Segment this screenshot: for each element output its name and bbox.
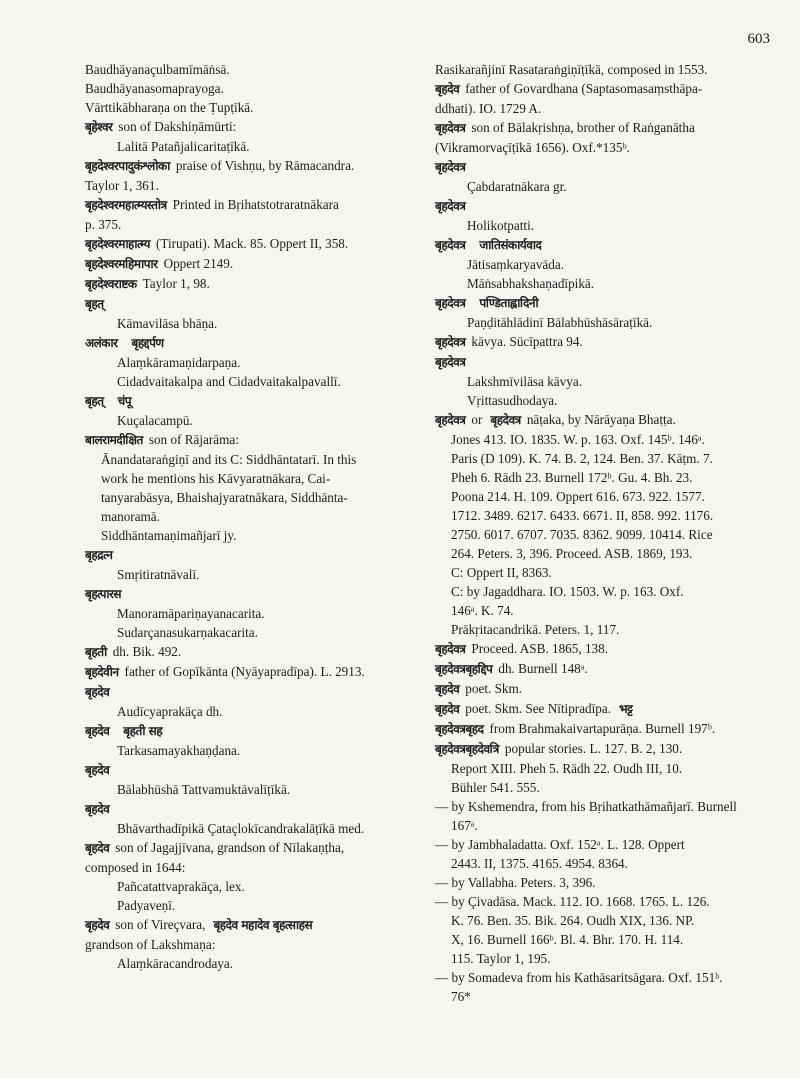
entry-text: grandson of Lakshmaṇa: xyxy=(85,937,216,952)
entry-text: Sudarçanasukarṇakacarita. xyxy=(117,625,258,640)
entry-text: C: Oppert II, 8363. xyxy=(451,565,552,580)
entry-text: manoramā. xyxy=(101,509,160,524)
entry-text: Alaṃkāramaṇidarpaṇa. xyxy=(117,355,241,370)
entry-text: Çabdaratnākara gr. xyxy=(467,179,567,194)
catalog-line xyxy=(435,639,775,659)
entry-text: — by Çivadāsa. Mack. 112. IO. 1668. 1765. L. 126. xyxy=(435,894,710,909)
sanskrit-headword: बृहद्रत्न xyxy=(85,548,113,562)
catalog-line xyxy=(85,604,435,623)
catalog-line xyxy=(85,176,435,195)
sanskrit-headword: जातिसंकार्यवाद xyxy=(479,238,542,252)
catalog-line xyxy=(435,739,775,759)
catalog-line xyxy=(85,215,435,234)
catalog-line xyxy=(435,563,775,582)
entry-text: Vṛittasudhodaya. xyxy=(467,393,558,408)
entry-text: 167ᵃ. xyxy=(451,818,478,833)
catalog-line xyxy=(85,507,435,526)
catalog-line xyxy=(435,235,775,255)
catalog-line xyxy=(85,469,435,488)
catalog-line xyxy=(435,118,775,138)
sanskrit-headword: बृहदेव xyxy=(85,918,110,932)
catalog-line xyxy=(85,858,435,877)
sanskrit-headword: भट्ट xyxy=(619,702,633,716)
entry-text: Pañcatattvaprakāça, lex. xyxy=(117,879,245,894)
sanskrit-headword: चंपू xyxy=(117,394,132,408)
page-number: 603 xyxy=(747,31,770,47)
sanskrit-headword: बृहदेवत्र xyxy=(435,238,466,252)
entry-text: tanyarabāsya, Bhaishajyaratnākara, Siddhānta- xyxy=(101,490,348,505)
entry-text: Printed in Bṛihatstotraratnākara xyxy=(172,197,339,212)
entry-text: p. 375. xyxy=(85,217,122,232)
entry-text: Kuçalacampū. xyxy=(117,413,193,428)
catalog-line xyxy=(85,117,435,137)
catalog-line xyxy=(435,487,775,506)
entry-text: nāṭaka, by Nārāyaṇa Bhaṭṭa. xyxy=(526,412,676,427)
entry-text: poet. Skm. See Nītipradīpa. xyxy=(465,701,612,716)
sanskrit-headword: बृहती सह xyxy=(123,724,163,738)
catalog-line xyxy=(435,759,775,778)
catalog-line xyxy=(435,274,775,293)
sanskrit-headword: बृहदेव xyxy=(85,763,110,777)
entry-text: Report XIII. Pheh 5. Rādh 22. Oudh III, 10. xyxy=(451,761,683,776)
catalog-line xyxy=(85,333,435,353)
entry-text: from Brahmakaivartapurāṇa. Burnell 197ᵇ. xyxy=(489,721,716,736)
entry-text: Proceed. ASB. 1865, 138. xyxy=(471,641,609,656)
catalog-line xyxy=(85,294,435,314)
entry-text: son of Dakshiṇāmūrti: xyxy=(118,119,237,134)
entry-text: poet. Skm. xyxy=(465,681,523,696)
catalog-line xyxy=(85,274,435,294)
sanskrit-headword: बृहत् xyxy=(85,394,104,408)
entry-text: son of Vireçvara, xyxy=(115,917,206,932)
entry-text: Audīcyaprakāça dh. xyxy=(117,704,223,719)
catalog-line xyxy=(85,254,435,274)
entry-text: Pheh 6. Rādh 23. Burnell 172ᵇ. Gu. 4. Bh. 23. xyxy=(451,470,693,485)
sanskrit-headword: बृहदेश्वरमहात्म्यस्तोत्र xyxy=(85,198,167,212)
catalog-line xyxy=(435,293,775,313)
entry-text: Jātisaṃkaryavāda. xyxy=(467,257,565,272)
sanskrit-headword: बृहदेवत्र xyxy=(435,355,466,369)
entry-text: 146ᵃ. K. 74. xyxy=(451,603,514,618)
sanskrit-headword: बृहत् xyxy=(85,297,104,311)
catalog-line xyxy=(85,915,435,935)
entry-text: (Vikramorvaçīṭīkā 1656). Oxf.*135ᵇ. xyxy=(435,140,630,155)
sanskrit-headword: बृहदेश्वरमहिमापार xyxy=(85,257,158,271)
entry-text: Alaṃkāracandrodaya. xyxy=(117,956,234,971)
catalog-line xyxy=(85,391,435,411)
sanskrit-headword: बृहदेव xyxy=(435,682,460,696)
right-column xyxy=(435,60,775,1006)
catalog-line xyxy=(435,968,775,987)
entry-text: 2750. 6017. 6707. 7035. 8362. 9099. 10414. Rice xyxy=(451,527,713,542)
catalog-line xyxy=(85,234,435,254)
catalog-line xyxy=(85,156,435,176)
entry-text: (Tirupati). Mack. 85. Oppert II, 358. xyxy=(156,236,349,251)
sanskrit-headword: बृहदेव xyxy=(85,724,110,738)
catalog-line xyxy=(85,450,435,469)
catalog-line xyxy=(435,601,775,620)
catalog-line xyxy=(85,935,435,954)
catalog-line xyxy=(435,506,775,525)
catalog-line xyxy=(85,896,435,915)
catalog-line xyxy=(85,353,435,372)
entry-text: Poona 214. H. 109. Oppert 616. 673. 922. 1577. xyxy=(451,489,705,504)
catalog-line xyxy=(435,816,775,835)
catalog-line xyxy=(435,892,775,911)
catalog-line xyxy=(435,719,775,739)
entry-text: Māṅsabhakshaṇadīpikā. xyxy=(467,276,595,291)
catalog-line xyxy=(435,873,775,892)
catalog-line xyxy=(435,430,775,449)
entry-text: — by Vallabha. Peters. 3, 396. xyxy=(435,875,596,890)
catalog-line xyxy=(85,819,435,838)
sanskrit-headword: बृहदेवत्र xyxy=(435,642,466,656)
entry-text: Padyaveṇī. xyxy=(117,898,176,913)
entry-text: work he mentions his Kāvyaratnākara, Cai- xyxy=(101,471,331,486)
entry-text: kāvya. Sūcīpattra 94. xyxy=(471,334,583,349)
entry-text: son of Jagajjīvana, grandson of Nīlakaṇṭha, xyxy=(115,840,345,855)
catalog-line xyxy=(85,721,435,741)
catalog-line xyxy=(435,138,775,157)
entry-text: — by Kshemendra, from his Bṛihatkathāmañjarī. Burnell xyxy=(435,799,737,814)
catalog-line xyxy=(435,620,775,639)
entry-text: Bühler 541. 555. xyxy=(451,780,540,795)
catalog-line xyxy=(85,877,435,896)
entry-text: — by Jambhaladatta. Oxf. 152ᵃ. L. 128. Oppert xyxy=(435,837,685,852)
catalog-line xyxy=(435,987,775,1006)
catalog-line xyxy=(85,799,435,819)
entry-text: popular stories. L. 127. B. 2, 130. xyxy=(504,741,683,756)
entry-text: Bālabhūshā Tattvamuktāvalīṭīkā. xyxy=(117,782,291,797)
catalog-line xyxy=(435,255,775,274)
catalog-line xyxy=(85,702,435,721)
catalog-line xyxy=(435,699,775,719)
catalog-line xyxy=(435,196,775,216)
sanskrit-headword: बृहदेवत्रबृहद्दिप xyxy=(435,662,493,676)
catalog-line xyxy=(435,352,775,372)
sanskrit-headword: बृहद्दर्पण xyxy=(131,336,164,350)
sanskrit-headword: बृहदेव xyxy=(435,82,460,96)
sanskrit-headword: पण्डिताह्लादिनी xyxy=(479,296,539,310)
catalog-line xyxy=(85,526,435,545)
catalog-line xyxy=(85,60,435,79)
sanskrit-headword: बृहेश्वर xyxy=(85,120,113,134)
catalog-line xyxy=(435,449,775,468)
sanskrit-headword: बृहदेव महादेव बृहत्साहस xyxy=(213,918,313,932)
catalog-line xyxy=(435,679,775,699)
entry-text: 1712. 3489. 6217. 6433. 6671. II, 858. 992. 1176. xyxy=(451,508,714,523)
sanskrit-headword: बृहत्पारस xyxy=(85,587,122,601)
catalog-line xyxy=(435,410,775,430)
sanskrit-headword: बृहदेव xyxy=(85,841,110,855)
catalog-line xyxy=(435,313,775,332)
entry-text: Ānandataraṅgiṇī and its C: Siddhāntatarī. In this xyxy=(101,452,357,467)
entry-text: Prākṛitacandrikā. Peters. 1, 117. xyxy=(451,622,620,637)
sanskrit-headword: बृहदेव xyxy=(435,702,460,716)
catalog-line xyxy=(435,468,775,487)
entry-text: praise of Vishṇu, by Rāmacandra. xyxy=(175,158,355,173)
catalog-line xyxy=(435,949,775,968)
entry-text: C: by Jagaddhara. IO. 1503. W. p. 163. Oxf. xyxy=(451,584,684,599)
catalog-line xyxy=(435,911,775,930)
entry-text: Paṇḍitāhlādinī Bālabhūshāsāraṭīkā. xyxy=(467,315,653,330)
sanskrit-headword: बृहदेवत्र xyxy=(435,335,466,349)
sanskrit-headword: बृहदेवत्र xyxy=(490,413,521,427)
entry-text: Paris (D 109). K. 74. B. 2, 124. Ben. 37. Kāṭm. 7. xyxy=(451,451,713,466)
entry-text: Bhāvarthadīpikā Çataçlokīcandrakalāṭīkā med. xyxy=(117,821,365,836)
sanskrit-headword: बृहदेव xyxy=(85,802,110,816)
catalog-line xyxy=(85,314,435,333)
entry-text: Siddhāntamaṇimañjarī jy. xyxy=(101,528,237,543)
entry-text: Lakshmīvilāsa kāvya. xyxy=(467,374,582,389)
sanskrit-headword: बृहती xyxy=(85,645,107,659)
catalog-line xyxy=(85,545,435,565)
catalog-line xyxy=(435,582,775,601)
entry-text: son of Bālakṛishṇa, brother of Raṅganātha xyxy=(471,120,695,135)
catalog-line xyxy=(85,195,435,215)
entry-text: — by Somadeva from his Kathāsaritsāgara. Oxf. 151ᵇ. xyxy=(435,970,723,985)
catalog-line xyxy=(435,177,775,196)
entry-text: Cidadvaitakalpa and Cidadvaitakalpavallī. xyxy=(117,374,341,389)
sanskrit-headword: बृहदेश्वराष्टक xyxy=(85,277,137,291)
entry-text: Baudhāyanasomaprayoga. xyxy=(85,81,224,96)
catalog-line xyxy=(85,741,435,760)
catalog-line xyxy=(85,565,435,584)
entry-text: Holikotpatti. xyxy=(467,218,535,233)
catalog-line xyxy=(435,332,775,352)
entry-text: Manoramāpariṇayanacarita. xyxy=(117,606,265,621)
entry-text: father of Govardhana (Saptasomasaṃsthāpa- xyxy=(465,81,703,96)
catalog-line xyxy=(435,835,775,854)
entry-text: son of Rājarāma: xyxy=(148,432,239,447)
sanskrit-headword: अलंकार xyxy=(85,336,118,350)
catalog-line xyxy=(435,797,775,816)
sanskrit-headword: बृहदेवत्र xyxy=(435,160,466,174)
entry-text: Oppert 2149. xyxy=(163,256,234,271)
catalog-line xyxy=(85,760,435,780)
catalog-line xyxy=(85,682,435,702)
catalog-line xyxy=(85,79,435,98)
entry-text: father of Gopīkānta (Nyāyapradīpa). L. 2913. xyxy=(124,664,365,679)
entry-text: or xyxy=(471,412,483,427)
entry-text: K. 76. Ben. 35. Bik. 264. Oudh XIX, 136. NP. xyxy=(451,913,695,928)
entry-text: Taylor 1, 98. xyxy=(142,276,210,291)
entry-text: dh. Bik. 492. xyxy=(112,644,182,659)
catalog-line xyxy=(85,430,435,450)
sanskrit-headword: बृहदेवत्रबृहद xyxy=(435,722,484,736)
sanskrit-headword: बृहदेव xyxy=(85,685,110,699)
left-column xyxy=(85,60,435,973)
entry-text: dh. Burnell 148ᵃ. xyxy=(498,661,588,676)
entry-text: 2443. II, 1375. 4165. 4954. 8364. xyxy=(451,856,628,871)
sanskrit-headword: बृहदेवत्र xyxy=(435,413,466,427)
entry-text: Baudhāyanaçulbamīmāṅsā. xyxy=(85,62,230,77)
catalog-line xyxy=(435,659,775,679)
entry-text: 115. Taylor 1, 195. xyxy=(451,951,551,966)
entry-text: Smṛitiratnāvalī. xyxy=(117,567,200,582)
catalog-line xyxy=(435,157,775,177)
catalog-line xyxy=(85,954,435,973)
catalog-line xyxy=(435,60,775,79)
sanskrit-headword: बृहदेवीन xyxy=(85,665,119,679)
entry-text: 76* xyxy=(451,989,471,1004)
entry-text: Vārttikābharaṇa on the Ṭupṭīkā. xyxy=(85,100,254,115)
catalog-line xyxy=(85,488,435,507)
catalog-line xyxy=(85,780,435,799)
catalog-line xyxy=(435,930,775,949)
catalog-line xyxy=(85,372,435,391)
entry-text: Tarkasamayakhaṇḍana. xyxy=(117,743,241,758)
catalog-line xyxy=(435,216,775,235)
entry-text: X, 16. Burnell 166ᵇ. Bl. 4. Bhr. 170. H. 114. xyxy=(451,932,684,947)
catalog-line xyxy=(85,98,435,117)
entry-text: Jones 413. IO. 1835. W. p. 163. Oxf. 145ᵇ. 146ᵃ. xyxy=(451,432,705,447)
sanskrit-headword: बृहदेवत्र xyxy=(435,121,466,135)
catalog-line xyxy=(85,584,435,604)
sanskrit-headword: बृहदेश्वरपादुकंश्लोका xyxy=(85,159,170,173)
sanskrit-headword: बृहदेवत्र xyxy=(435,296,466,310)
catalog-line xyxy=(85,137,435,156)
catalog-line xyxy=(435,778,775,797)
catalog-line xyxy=(435,391,775,410)
catalog-line xyxy=(435,544,775,563)
catalog-line xyxy=(435,99,775,118)
catalog-line xyxy=(85,642,435,662)
sanskrit-headword: बृहदेवत्रबृहदेवत्रि xyxy=(435,742,499,756)
catalog-line xyxy=(435,79,775,99)
sanskrit-headword: बृहदेश्वरमाहात्म्य xyxy=(85,237,151,251)
catalog-line xyxy=(85,838,435,858)
entry-text: Kāmavilāsa bhāṇa. xyxy=(117,316,218,331)
catalog-line xyxy=(435,525,775,544)
entry-text: ddhati). IO. 1729 A. xyxy=(435,101,542,116)
entry-text: Lalitā Patañjalicaritaṭīkā. xyxy=(117,139,250,154)
catalog-line xyxy=(435,854,775,873)
catalog-line xyxy=(85,411,435,430)
catalog-line xyxy=(85,662,435,682)
sanskrit-headword: बालरामदीक्षित xyxy=(85,433,143,447)
catalog-line xyxy=(85,623,435,642)
catalog-line xyxy=(435,372,775,391)
sanskrit-headword: बृहदेवत्र xyxy=(435,199,466,213)
entry-text: 264. Peters. 3, 396. Proceed. ASB. 1869, 193. xyxy=(451,546,693,561)
entry-text: composed in 1644: xyxy=(85,860,186,875)
entry-text: Taylor 1, 361. xyxy=(85,178,159,193)
entry-text: Rasikarañjinī Rasataraṅgiṇīṭīkā, composed in 1553. xyxy=(435,62,708,77)
